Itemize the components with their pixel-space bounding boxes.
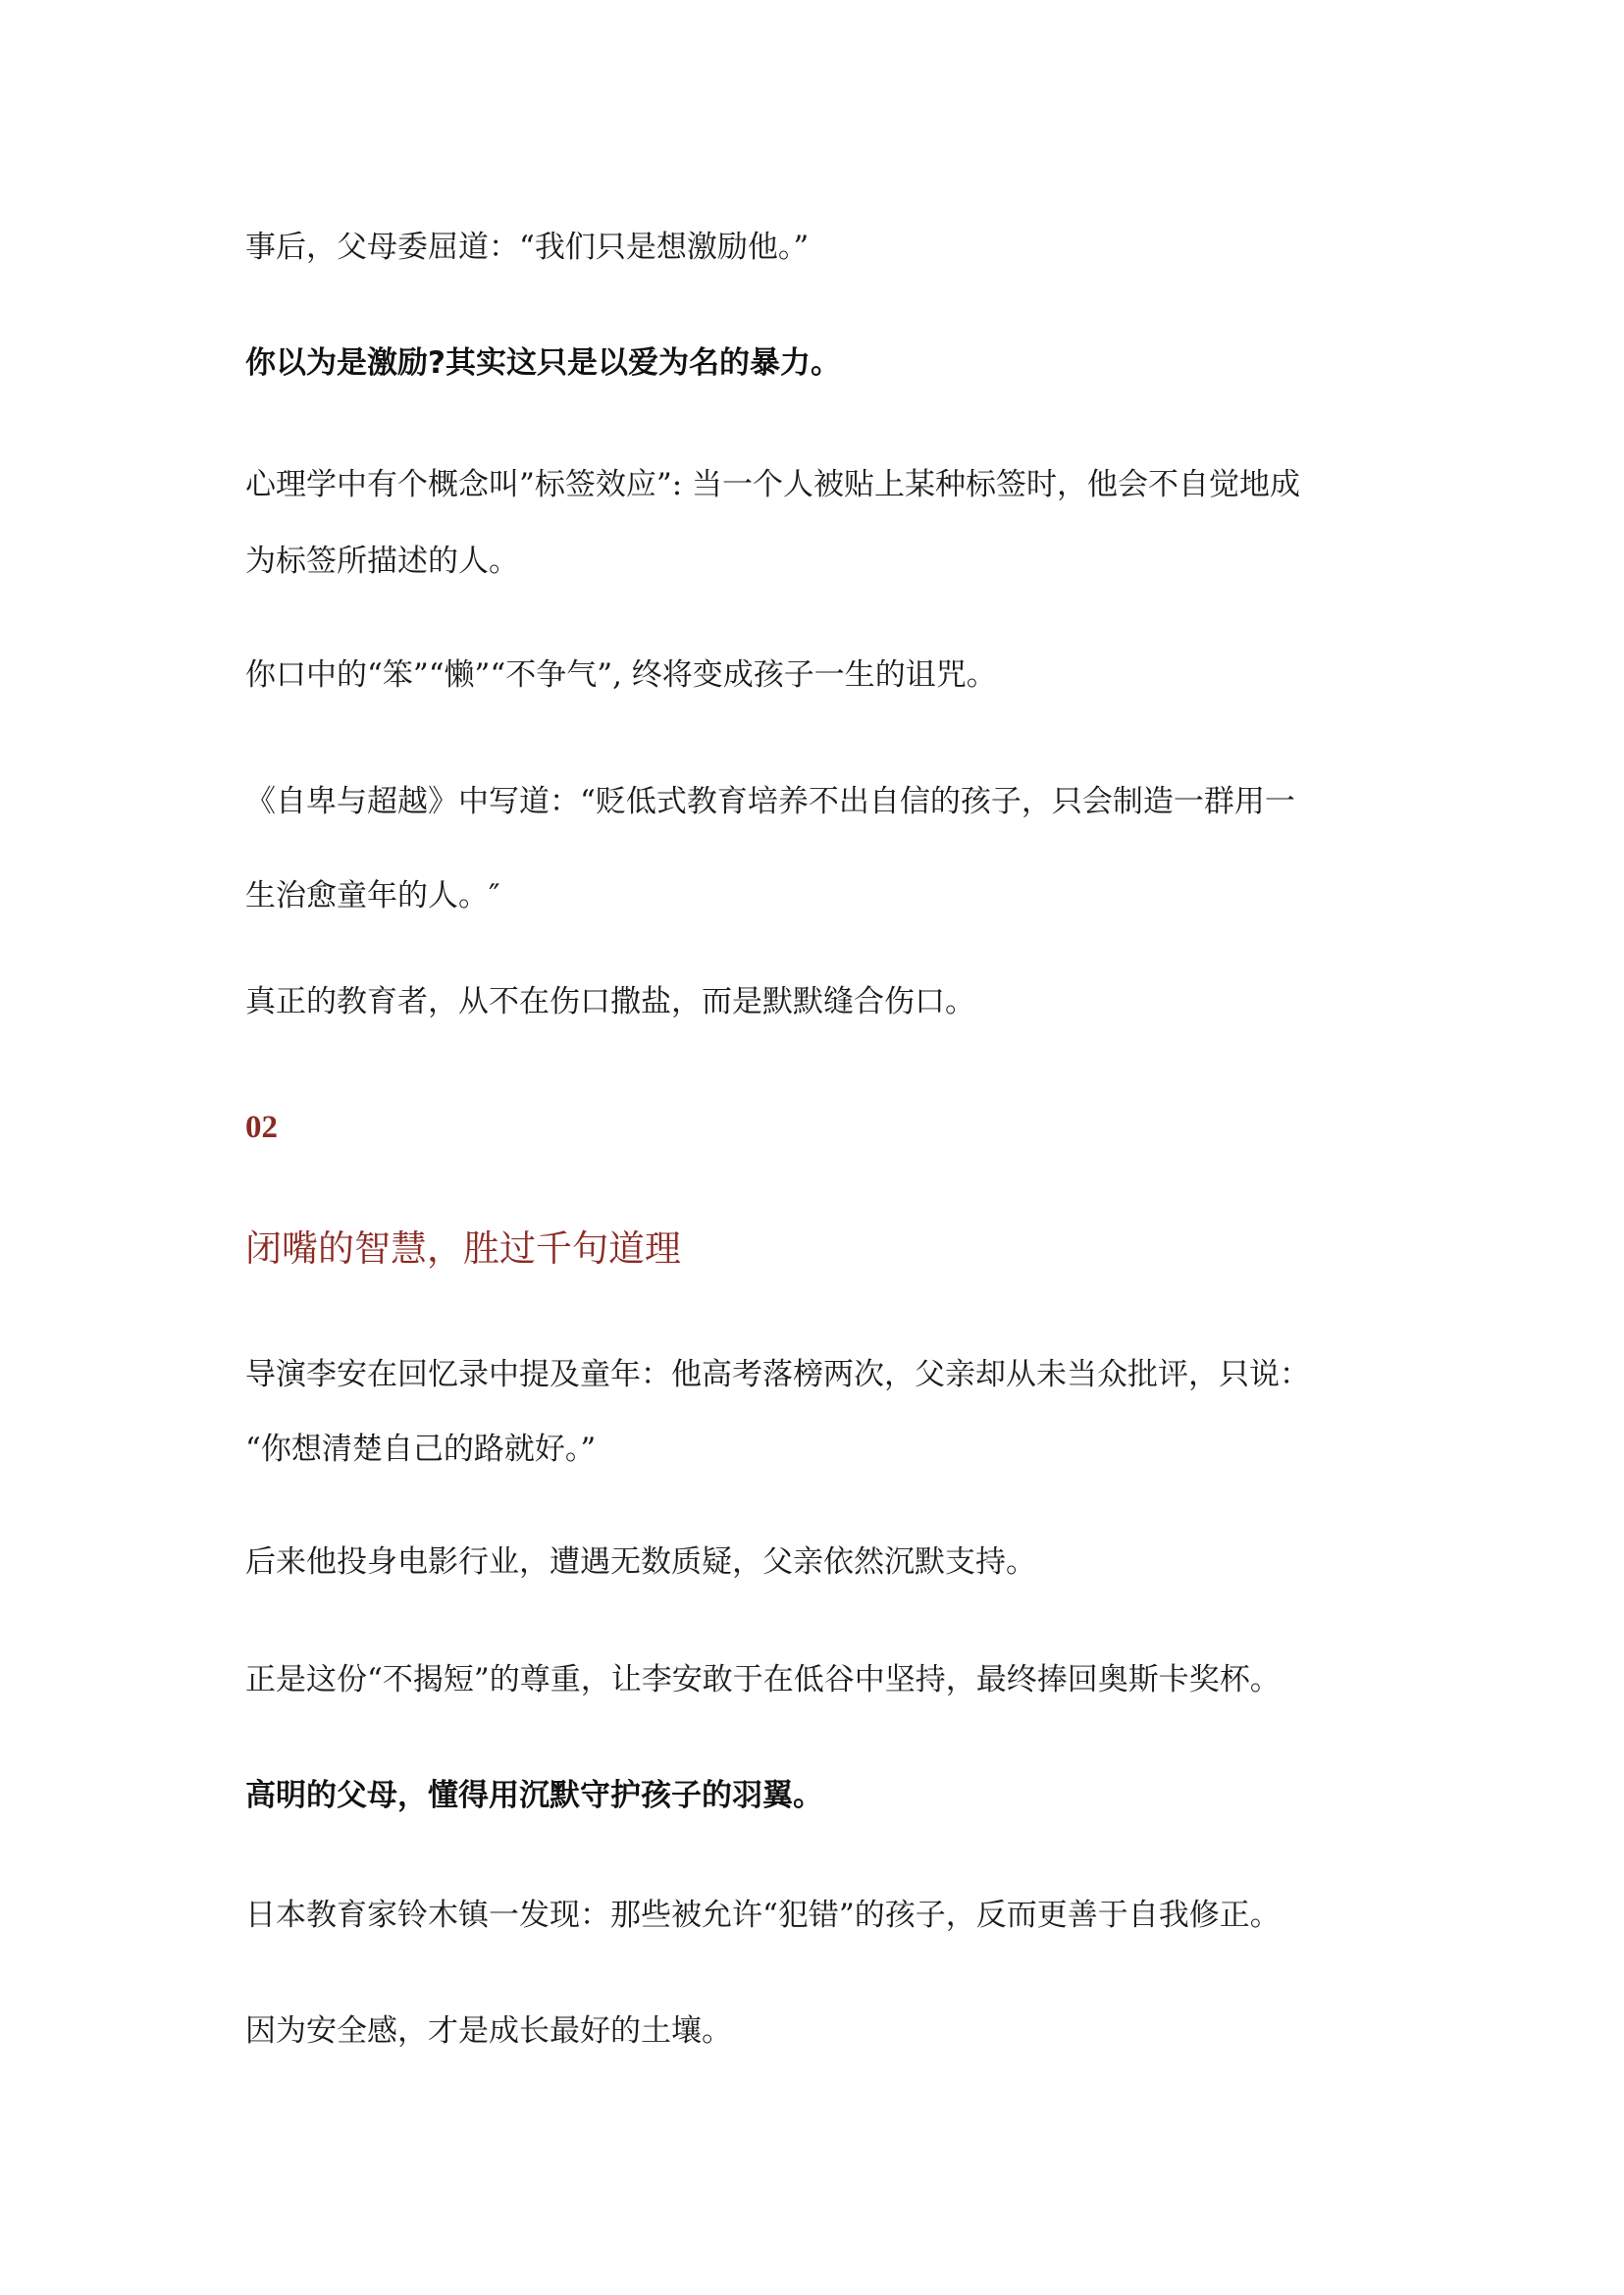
- paragraph-line: 心理学中有个概念叫”标签效应”: 当一个人被贴上某种标签时，他会不自觉地成: [245, 467, 1300, 502]
- paragraph-line: 生治愈童年的人。″: [245, 878, 500, 913]
- paragraph-line: 真正的教育者，从不在伤口撒盐，而是默默缝合伤口。: [245, 984, 975, 1019]
- paragraph-line: 你口中的“笨”“懒”“不争气”, 终将变成孩子一生的诅咒。: [245, 657, 997, 693]
- paragraph-line: 后来他投身电影行业，遭遇无数质疑，父亲依然沉默支持。: [245, 1544, 1036, 1580]
- paragraph-line: 为标签所描述的人。: [245, 544, 519, 579]
- paragraph-line: 因为安全感，才是成长最好的土壤。: [245, 2013, 732, 2049]
- bold-statement: 高明的父母，懂得用沉默守护孩子的羽翼。: [245, 1778, 823, 1813]
- section-title: 闭嘴的智慧，胜过千句道理: [245, 1227, 681, 1270]
- paragraph-line: 事后，父母委屈道：“我们只是想激励他。”: [245, 230, 810, 265]
- paragraph-line: 日本教育家铃木镇一发现：那些被允许“犯错”的孩子，反而更善于自我修正。: [245, 1898, 1281, 1933]
- bold-statement: 你以为是激励?其实这只是以爱为名的暴力。: [245, 345, 841, 381]
- paragraph-line: “你想清楚自己的路就好。”: [245, 1432, 597, 1467]
- paragraph-line: 正是这份“不揭短”的尊重，让李安敢于在低谷中坚持，最终捧回奥斯卡奖杯。: [245, 1662, 1281, 1697]
- paragraph-line: 导演李安在回忆录中提及童年：他高考落榜两次，父亲却从未当众批评，只说：: [245, 1357, 1310, 1392]
- section-number: 02: [245, 1110, 278, 1145]
- paragraph-line: 《自卑与超越》中写道：“贬低式教育培养不出自信的孩子，只会制造一群用一: [245, 784, 1295, 819]
